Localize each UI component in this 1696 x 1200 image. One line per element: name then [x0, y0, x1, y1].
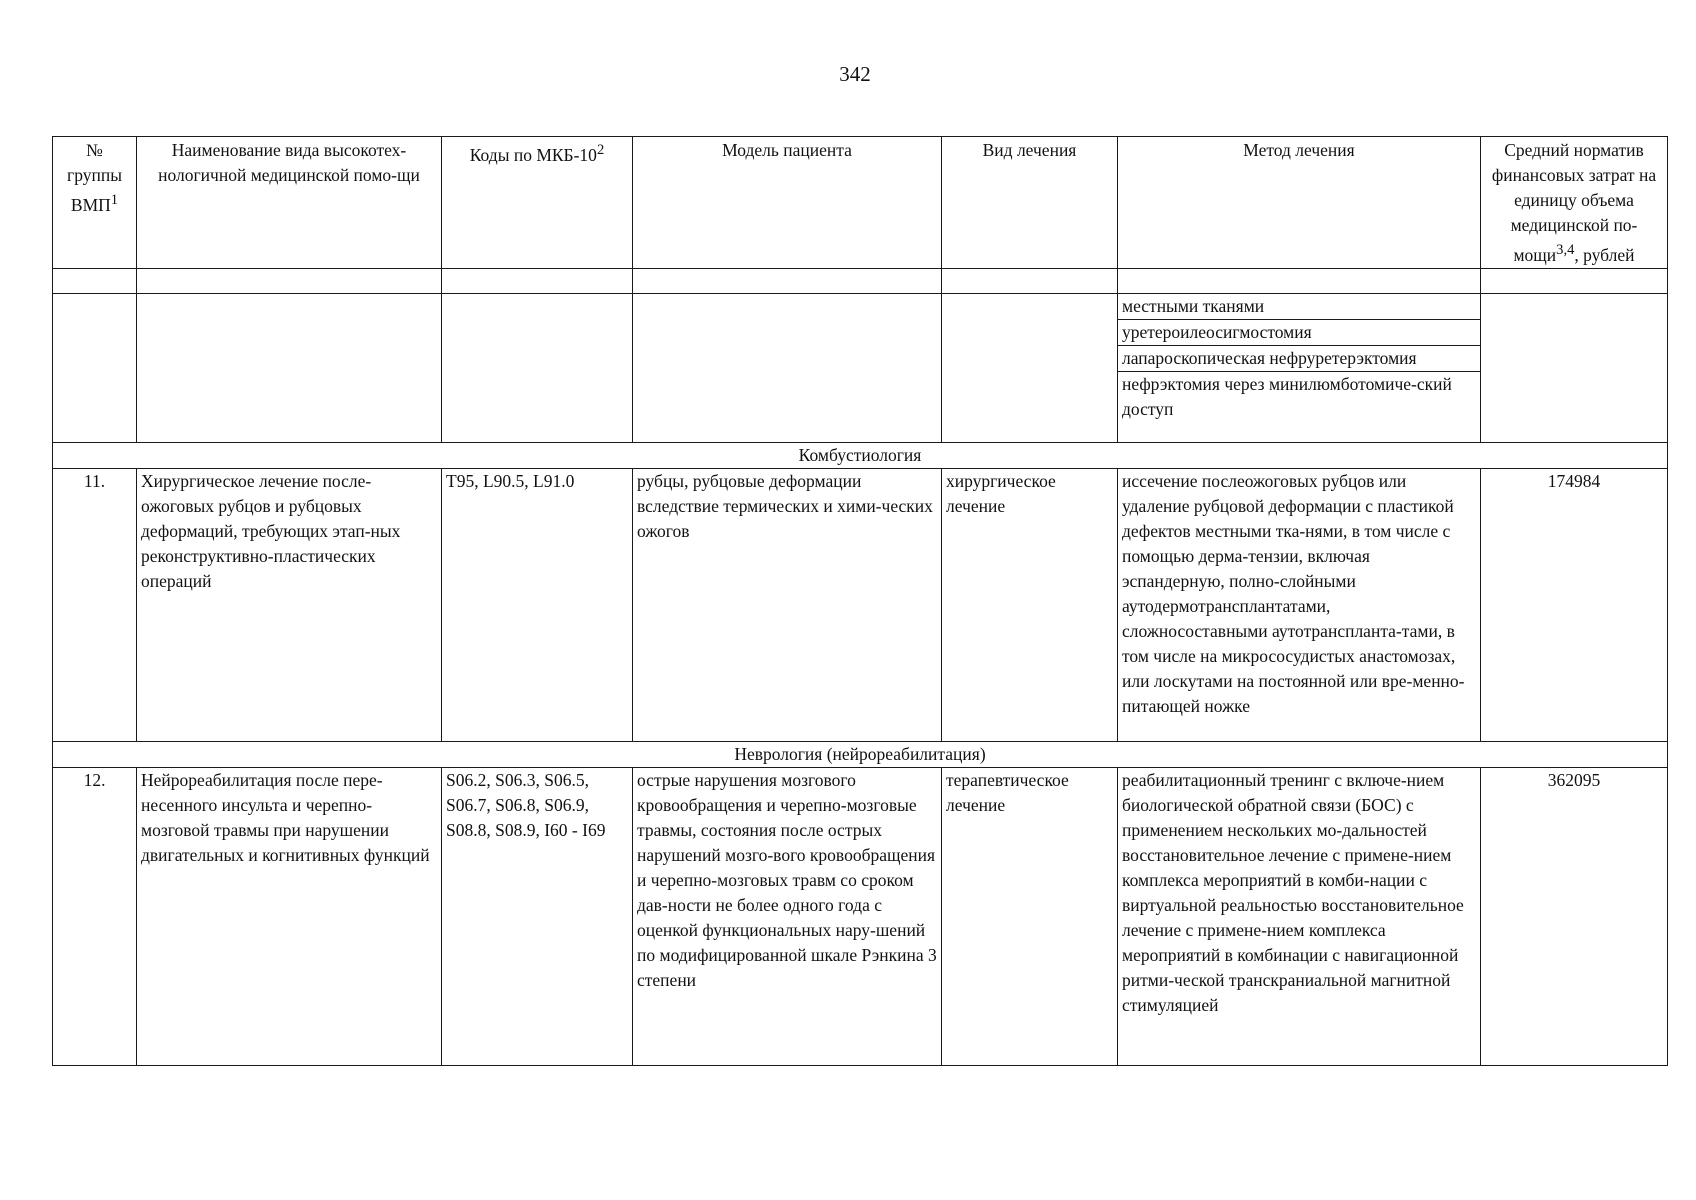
section-title: Неврология (нейрореабилитация): [53, 741, 1668, 767]
section-row-neurology: [53, 741, 1668, 767]
empty-cell: [53, 293, 137, 442]
row-cost: 174984: [1481, 468, 1668, 741]
header-codes: [442, 137, 633, 269]
empty-cell: [1481, 293, 1668, 442]
header-cost: [1481, 137, 1668, 269]
row-number: 12.: [53, 767, 137, 1065]
table-row: [53, 767, 1668, 1065]
header-group-no-line1: №: [86, 140, 103, 160]
header-cost-text: Средний норматив финансовых затрат на единицу объема медицинской по-мощи: [1491, 140, 1657, 265]
empty-cell: [53, 268, 137, 293]
header-method: Метод лечения: [1118, 137, 1481, 269]
header-codes-text: Коды по МКБ-10: [469, 144, 597, 165]
row-treatment-type: хирургическое лечение: [942, 468, 1118, 741]
row-method: реабилитационный тренинг с включе-нием биологической обратной связи (БОС) с применением нескольких мо-дальностей восстановительное лечение с примене-нием комплекса мероприятий в комби-нации с виртуальной реальностью восстановительное лечение с примене-нием комплекса мероприятий в комбинации с навигационной ритми-ческой транскраниальной магнитной стимуляцией: [1118, 767, 1481, 1065]
header-model: Модель пациента: [633, 137, 942, 269]
row-name: Нейрореабилитация после пере-несенного инсульта и черепно-мозговой травмы при нарушении двигательных и когнитивных функций: [137, 767, 442, 1065]
row-codes: T95, L90.5, L91.0: [442, 468, 633, 741]
empty-cell: [633, 268, 942, 293]
row-treatment-type: терапевтическое лечение: [942, 767, 1118, 1065]
empty-cell: [137, 268, 442, 293]
empty-cell: [942, 268, 1118, 293]
page-number: 342: [839, 62, 871, 86]
method-line: уретероилеосигмостомия: [1118, 320, 1480, 346]
row-name: Хирургическое лечение после-ожоговых рубцов и рубцовых деформаций, требующих этап-ных реконструктивно-пластических операций: [137, 468, 442, 741]
row-cost: 362095: [1481, 767, 1668, 1065]
empty-cell: [137, 293, 442, 442]
method-line: местными тканями: [1118, 294, 1480, 320]
empty-cell: [633, 293, 942, 442]
empty-cell: [442, 268, 633, 293]
header-treatment-type: Вид лечения: [942, 137, 1118, 269]
footnote-marker: 1: [110, 192, 119, 208]
empty-cell: [1118, 268, 1481, 293]
vmp-table: [52, 136, 1668, 1066]
header-cost-unit: , рублей: [1574, 244, 1635, 265]
empty-row: [53, 268, 1668, 293]
row-number: 11.: [53, 468, 137, 741]
footnote-marker: 2: [596, 142, 605, 158]
continuation-methods-cell: [1118, 293, 1481, 442]
row-method: иссечение послеожоговых рубцов или удаление рубцовой деформации с пластикой дефектов местными тка-нями, в том числе с помощью дерма-тензии, включая эспандерную, полно-слойными аутодермотрансплантатами, сложносоставными аутотранспланта-тами, в том числе на микрососудистых анастомозах, или лоскутами на постоянной или вре-менно-питающей ножке: [1118, 468, 1481, 741]
row-model: рубцы, рубцовые деформации вследствие термических и хими-ческих ожогов: [633, 468, 942, 741]
header-group-no-line3: ВМП: [70, 194, 111, 215]
continuation-row: [53, 293, 1668, 442]
section-title: Комбустиология: [53, 442, 1668, 468]
header-row: [53, 137, 1668, 269]
header-group-no: [53, 137, 137, 269]
header-group-no-line2: группы: [67, 165, 122, 185]
empty-cell: [942, 293, 1118, 442]
header-name: Наименование вида высокотех-нологичной медицинской помо-щи: [137, 137, 442, 269]
row-model: острые нарушения мозгового кровообращения и черепно-мозговые травмы, состояния после острых нарушений мозго-вого кровообращения и черепно-мозговых травм со сроком дав-ности не более одного года с оценкой функциональных нару-шений по модифицированной шкале Рэнкина 3 степени: [633, 767, 942, 1065]
row-codes: S06.2, S06.3, S06.5, S06.7, S06.8, S06.9, S08.8, S08.9, I60 - I69: [442, 767, 633, 1065]
empty-cell: [1481, 268, 1668, 293]
section-row-combustiology: [53, 442, 1668, 468]
method-line: нефрэктомия через минилюмботомиче-ский доступ: [1122, 373, 1452, 419]
footnote-marker: 3,4: [1556, 242, 1575, 258]
method-line: лапароскопическая нефруретерэктомия: [1118, 346, 1480, 372]
table-row: [53, 468, 1668, 741]
empty-cell: [442, 293, 633, 442]
